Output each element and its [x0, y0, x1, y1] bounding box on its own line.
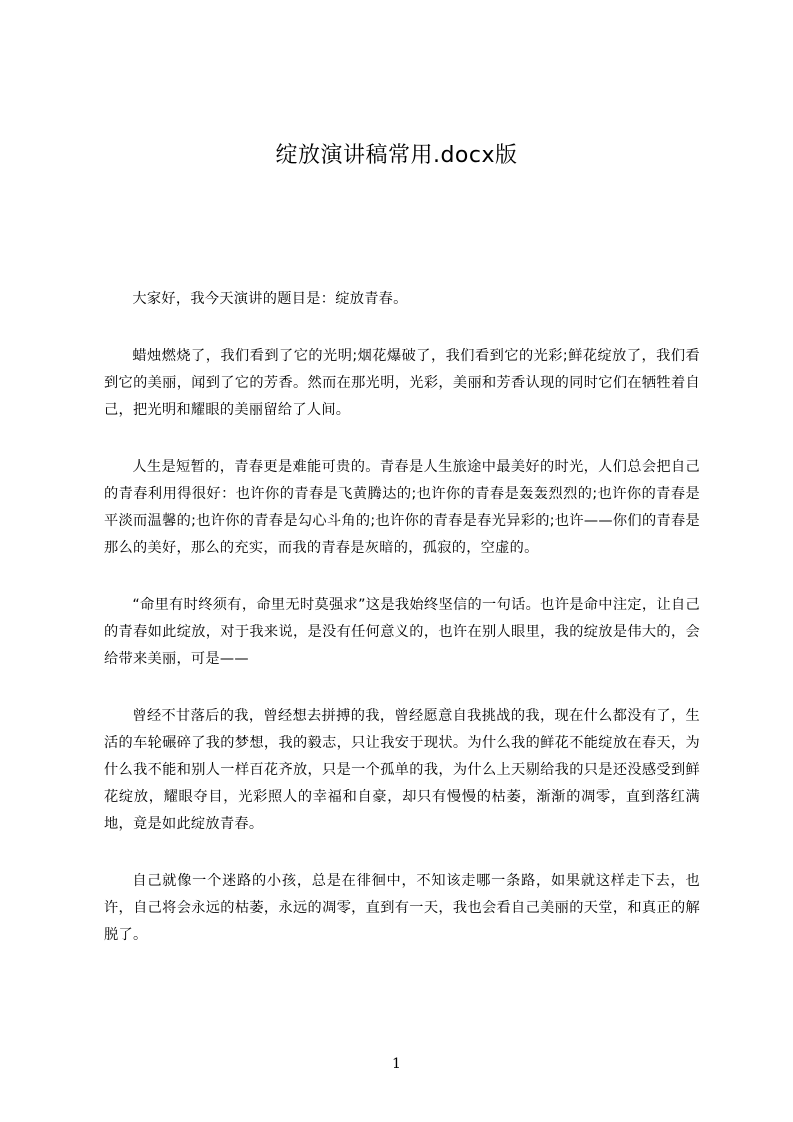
document-title: 绽放演讲稿常用.docx版 [275, 143, 518, 168]
paragraph-candle: 蜡烛燃烧了，我们看到了它的光明;烟花爆破了，我们看到它的光彩;鲜花绽放了，我们看到它的美丽，闻到了它的芳香。然而在那光明，光彩，美丽和芳香认现的同时它们在牺牲着自己，把光明和耀眼的美丽留给了人间。 [104, 348, 700, 418]
paragraph-youth: 人生是短暂的，青春更是难能可贵的。青春是人生旅途中最美好的时光，人们总会把自己的青春利用得很好：也许你的青春是飞黄腾达的;也许你的青春是轰轰烈烈的;也许你的青春是平淡而温馨的;也许你的青春是勾心斗角的;也许你的青春是春光异彩的;也许——你们的青春是那么的美好，那么的充实，而我的青春是灰暗的，孤寂的，空虚的。 [104, 459, 700, 556]
paragraph-lost-child: 自己就像一个迷路的小孩，总是在徘徊中，不知该走哪一条路，如果就这样走下去，也许，自己将会永远的枯萎，永远的凋零，直到有一天，我也会看自己美丽的天堂，和真正的解脱了。 [104, 873, 700, 943]
document-body [104, 286, 700, 979]
page-number: 1 [392, 1056, 401, 1072]
paragraph-greeting: 大家好，我今天演讲的题目是：绽放青春。 [132, 291, 408, 307]
paragraph-past: 曾经不甘落后的我，曾经想去拼搏的我，曾经愿意自我挑战的我，现在什么都没有了，生活的车轮碾碎了我的梦想，我的毅志，只让我安于现状。为什么我的鲜花不能绽放在春天，为什么我不能和别人一样百花齐放，只是一个孤单的我，为什么上天剔给我的只是还没感受到鲜花绽放，耀眼夺目，光彩照人的幸福和自豪，却只有慢慢的枯萎，渐渐的凋零，直到落红满地，竟是如此绽放青春。 [104, 708, 700, 832]
paragraph-fate: “命里有时终须有，命里无时莫强求”这是我始终坚信的一句话。也许是命中注定，让自己的青春如此绽放，对于我来说，是没有任何意义的，也许在别人眼里，我的绽放是伟大的，会给带来美丽，可是—— [104, 597, 700, 667]
